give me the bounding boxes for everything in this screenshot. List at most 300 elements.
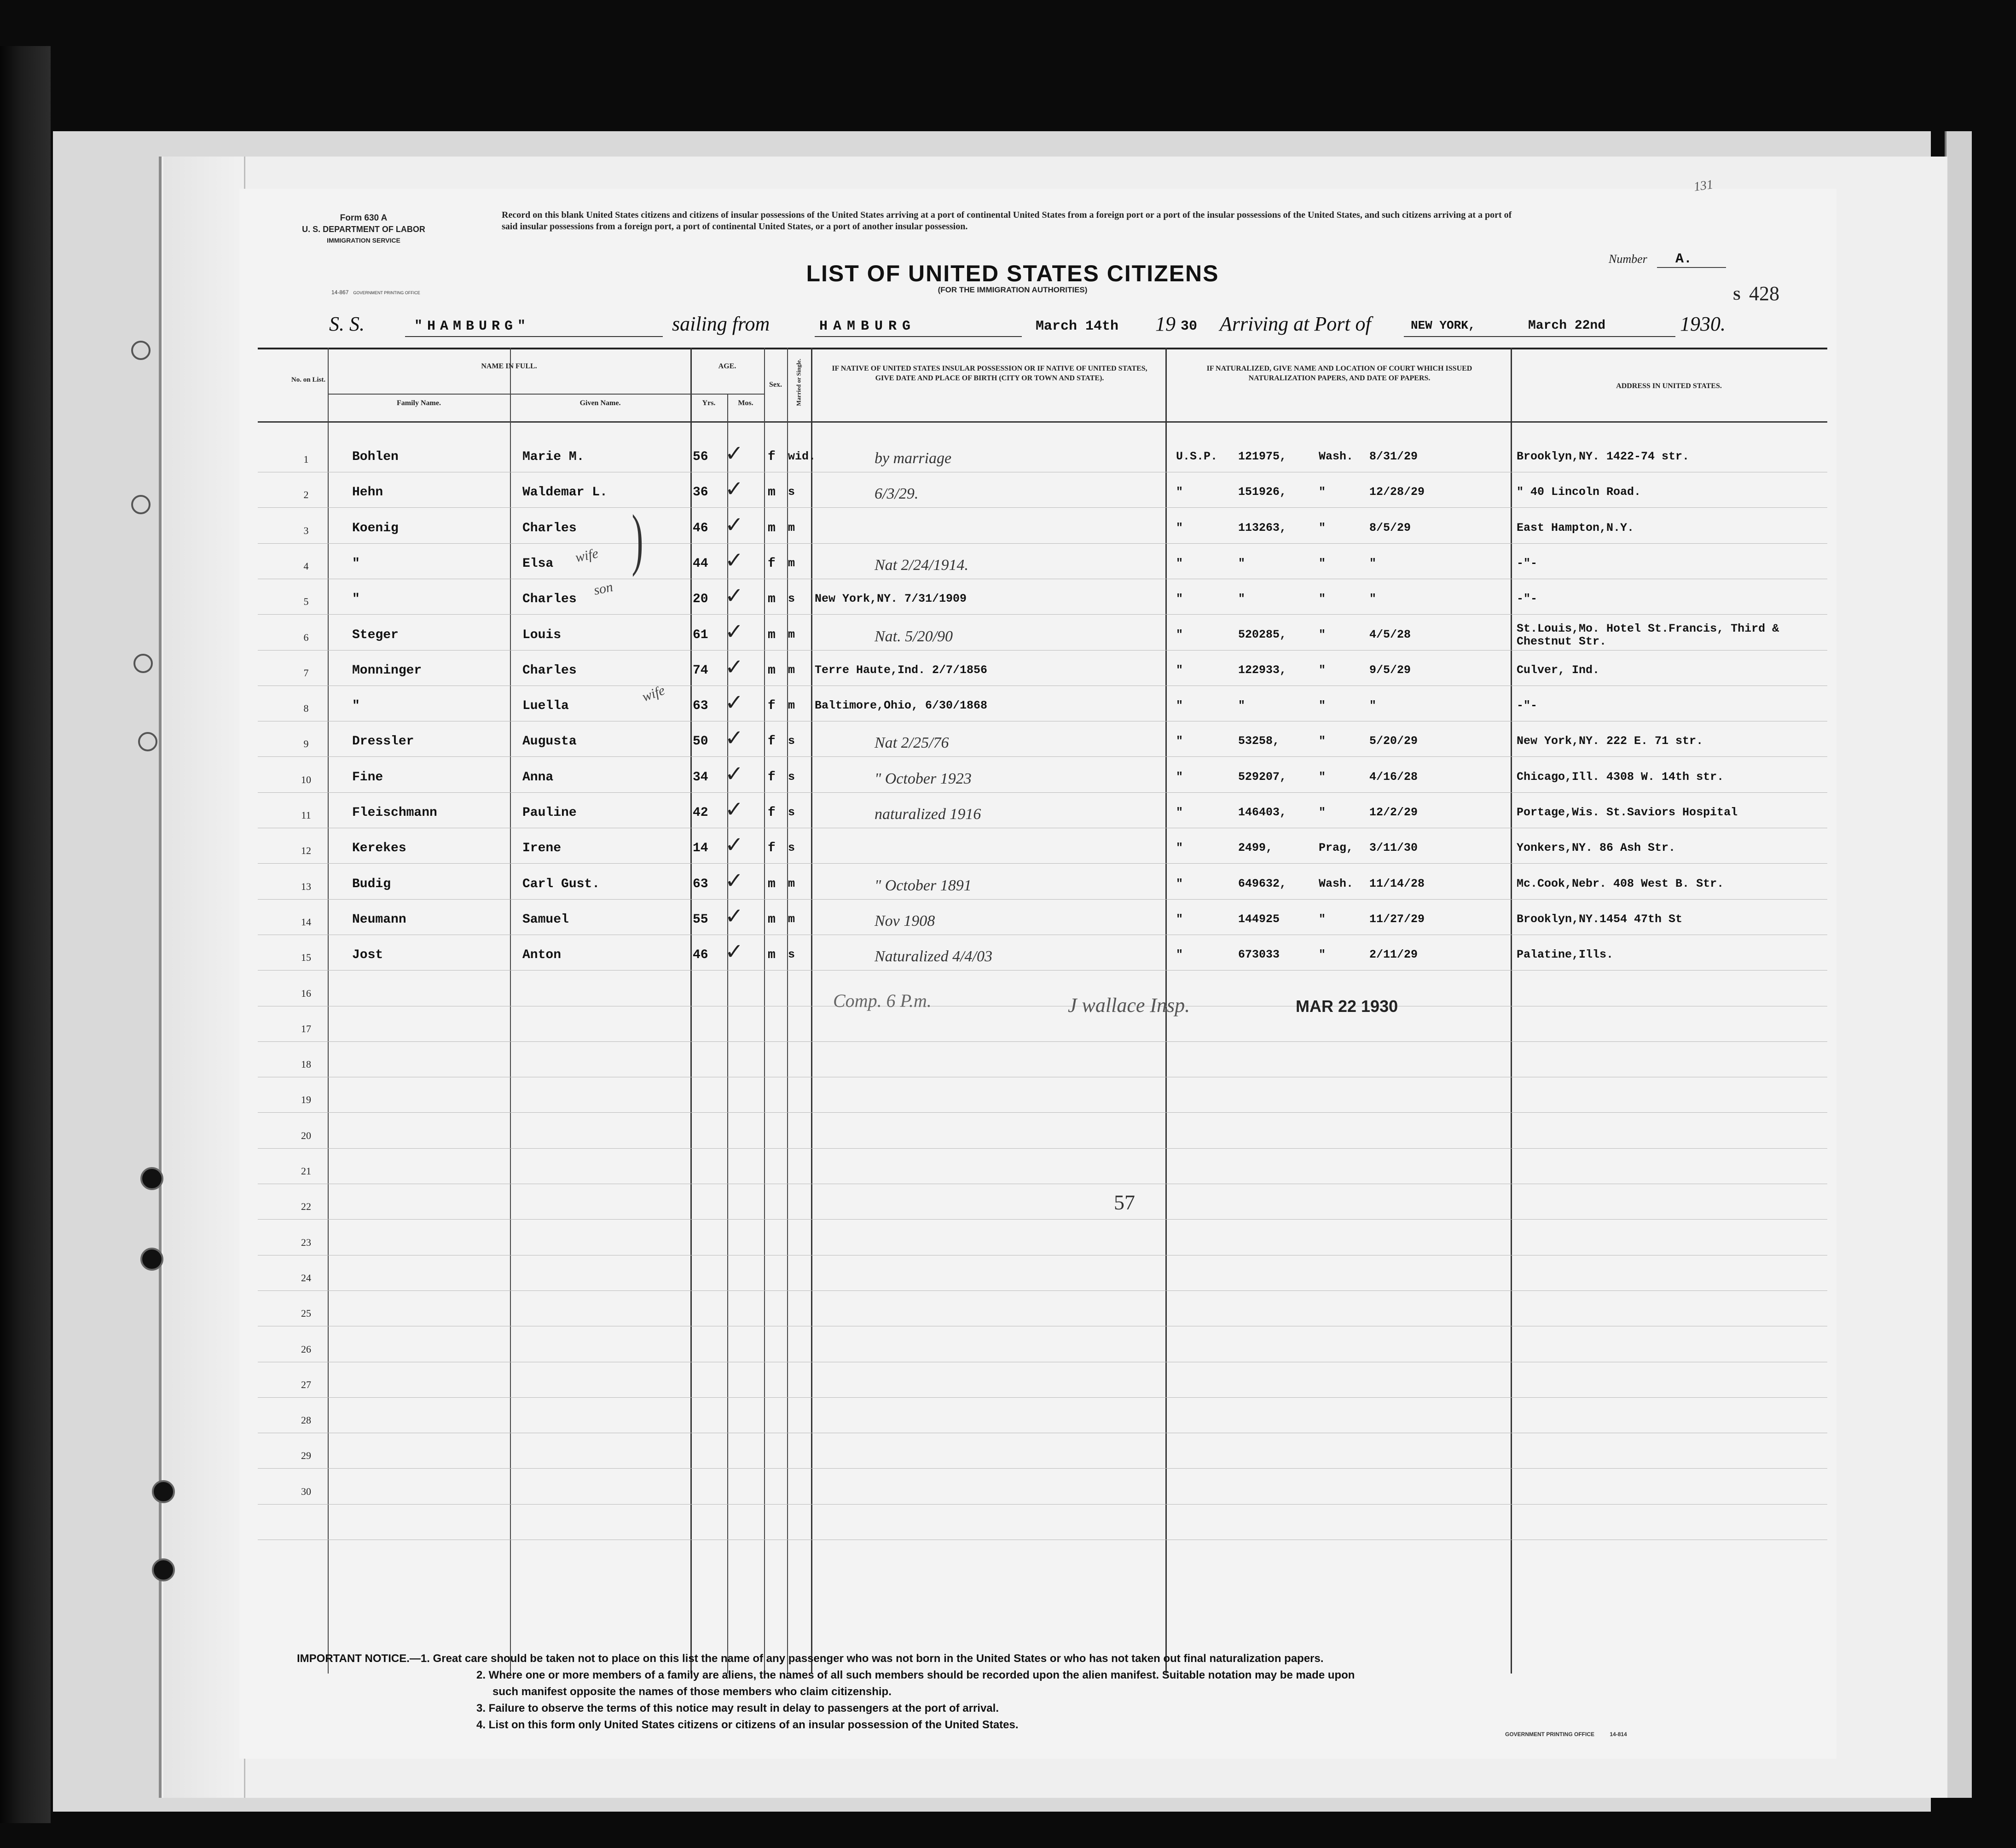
cell-sex: m [768, 628, 776, 642]
cell-birth: Terre Haute,Ind. 2/7/1856 [815, 663, 988, 677]
cell-paper: 122933, [1238, 663, 1287, 677]
family-brace: ) [631, 501, 643, 577]
checkmark-icon: ✓ [725, 583, 744, 609]
notice-item: 3. Failure to observe the terms of this notice may result in delay to passengers at the port of arrival. [476, 1702, 999, 1714]
cell-ms: s [788, 841, 795, 855]
cell-yrs: 14 [693, 841, 708, 856]
form-print-code [331, 289, 420, 296]
cell-yrs: 34 [693, 770, 708, 785]
table-top-rule [258, 348, 1827, 349]
cell-paper: 520285, [1238, 628, 1287, 641]
row-number: 26 [301, 1343, 311, 1355]
sheet-label: S [1733, 288, 1741, 303]
row-number: 12 [301, 845, 311, 857]
cell-family: " [352, 699, 360, 714]
cell-paper: 151926, [1238, 485, 1287, 499]
row-number: 15 [301, 952, 311, 964]
year-prefix: 19 [1155, 313, 1176, 335]
row-number: 3 [303, 524, 309, 536]
row-number: 19 [301, 1094, 311, 1106]
ruled-line [258, 650, 1827, 651]
cell-address: " 40 Lincoln Road. [1517, 485, 1641, 499]
col-divider [764, 348, 765, 1674]
cell-address: New York,NY. 222 E. 71 str. [1517, 734, 1703, 748]
cell-given: Elsa [522, 556, 554, 571]
checkmark-icon: ✓ [725, 832, 744, 858]
checkmark-icon: ✓ [725, 511, 744, 538]
row-number: 24 [301, 1272, 311, 1284]
cell-date: " [1369, 556, 1377, 570]
row-number: 21 [301, 1165, 311, 1177]
cell-address: St.Louis,Mo. Hotel St.Francis, Third & Chestnut Str. [1517, 622, 1779, 648]
cell-place: " [1319, 948, 1326, 962]
inspector-signature: J wallace Insp. [1068, 994, 1190, 1017]
gpo-code: 14-814 [1610, 1731, 1627, 1738]
cell-yrs: 55 [693, 912, 708, 927]
cell-address: -"- [1517, 556, 1538, 570]
form-body [239, 189, 1836, 1759]
cell-place: Wash. [1319, 450, 1354, 463]
notice-item: 2. Where one or more members of a family are aliens, the names of all such members should be recorded upon the alien manifest. Suitable notation may be made upon [476, 1669, 1355, 1681]
cell-address: Culver, Ind. [1517, 663, 1600, 677]
form-number: Form 630 A [340, 213, 388, 223]
arrival-underline [1404, 336, 1675, 337]
cell-paper: 649632, [1238, 877, 1287, 890]
cell-family: Bohlen [352, 450, 399, 464]
name-group-rule [328, 394, 690, 395]
cell-birth: Baltimore,Ohio, 6/30/1868 [815, 699, 988, 713]
gpo-footer [1505, 1731, 1627, 1738]
cell-date: 12/2/29 [1369, 806, 1418, 819]
ruled-line [258, 899, 1827, 900]
cell-ms: m [788, 521, 795, 535]
cell-place: " [1319, 592, 1326, 606]
ship-underline [405, 336, 663, 337]
cell-paper: 2499, [1238, 841, 1273, 855]
page-title: LIST OF UNITED STATES CITIZENS [806, 261, 1219, 286]
cell-birth: Nov 1908 [875, 912, 935, 930]
notice-item: such manifest opposite the names of those members who claim citizenship. [492, 1685, 892, 1698]
checkmark-icon: ✓ [725, 939, 744, 965]
cell-given: Charles [522, 592, 577, 607]
cell-given: Carl Gust. [522, 877, 600, 891]
cell-given: Anna [522, 770, 554, 785]
arrival-stamp-date: MAR 22 1930 [1296, 997, 1398, 1016]
cell-date: 11/14/28 [1369, 877, 1425, 890]
cell-date: 5/20/29 [1369, 734, 1418, 748]
ruled-line [258, 1397, 1827, 1398]
binder-hole [140, 1248, 163, 1271]
ruled-line [258, 614, 1827, 615]
cell-place: Prag, [1319, 841, 1354, 855]
col-header-age: AGE. [718, 362, 736, 370]
cell-ms: s [788, 485, 795, 499]
cell-birth: Nat 2/25/76 [875, 734, 949, 752]
cell-yrs: 50 [693, 734, 708, 749]
cell-family: Hehn [352, 485, 383, 500]
col-header-no: No. on List. [291, 376, 326, 384]
binding-margin [163, 157, 245, 1798]
cell-date: " [1369, 592, 1377, 606]
completion-note: Comp. 6 P.m. [833, 990, 932, 1011]
record-instructions: Record on this blank United States citizens and citizens of insular possessions of the United States arriving at a port of continental United States from a foreign port or a port of the insular possessions of the United States, and such citizens arriving at a port of said insular possessions from a foreign port, a port of continental United States, or a port of another insular possession. [502, 210, 1512, 232]
cell-given: Samuel [522, 912, 569, 927]
cell-court: " [1176, 628, 1183, 641]
arrival-year: 1930. [1680, 313, 1726, 335]
cell-family: Neumann [352, 912, 406, 927]
sailing-label: sailing from [672, 313, 770, 335]
row-number: 11 [301, 809, 311, 821]
cell-place: " [1319, 663, 1326, 677]
cell-address: Mc.Cook,Nebr. 408 West B. Str. [1517, 877, 1724, 890]
cell-sex: f [768, 806, 776, 820]
cell-court: " [1176, 770, 1183, 784]
cell-given: Augusta [522, 734, 577, 749]
col-header-given: Given Name. [579, 399, 621, 407]
cell-family: Kerekes [352, 841, 406, 856]
cell-given: Charles [522, 663, 577, 678]
department-name: U. S. DEPARTMENT OF LABOR [302, 225, 425, 234]
checkmark-icon: ✓ [725, 618, 744, 645]
cell-address: East Hampton,N.Y. [1517, 521, 1634, 535]
col-header-sex: Sex. [769, 381, 782, 389]
row-number: 28 [301, 1414, 311, 1426]
cell-sex: m [768, 948, 776, 963]
arriving-label: Arriving at Port of [1220, 313, 1371, 335]
form-code: 14-867 [331, 289, 349, 296]
row-number: 5 [303, 596, 309, 608]
cell-place: " [1319, 770, 1326, 784]
cell-ms: m [788, 628, 795, 641]
adjacent-page-strip [1945, 131, 1972, 1798]
cell-place: " [1319, 734, 1326, 748]
cell-family: Dressler [352, 734, 414, 749]
cell-address: -"- [1517, 699, 1538, 713]
cell-birth: Naturalized 4/4/03 [875, 948, 992, 965]
binder-hole [133, 654, 153, 673]
col-header-family: Family Name. [397, 399, 441, 407]
cell-yrs: 63 [693, 877, 708, 891]
cell-court: " [1176, 663, 1183, 677]
cell-sex: f [768, 734, 776, 749]
cell-given: Waldemar L. [522, 485, 608, 500]
col-header-yrs: Yrs. [702, 399, 716, 407]
checkmark-icon: ✓ [725, 903, 744, 929]
cell-sex: m [768, 912, 776, 927]
annotation-son: son [592, 579, 614, 598]
cell-date: 11/27/29 [1369, 912, 1425, 926]
cell-court: " [1176, 948, 1183, 962]
annotation-wife: wife [640, 682, 667, 705]
cell-court: " [1176, 877, 1183, 890]
cell-birth: by marriage [875, 450, 952, 467]
cell-place: " [1319, 485, 1326, 499]
ruled-line [258, 1041, 1827, 1042]
ruled-line [258, 1468, 1827, 1469]
corner-page-note: 131 [1692, 177, 1714, 194]
cell-court: " [1176, 592, 1183, 606]
ruled-line [258, 1219, 1827, 1220]
form-gpo: GOVERNMENT PRINTING OFFICE [353, 291, 420, 295]
cell-paper: " [1238, 592, 1246, 606]
scan-edge [0, 46, 51, 1823]
cell-paper: " [1238, 699, 1246, 713]
sheet-number: 428 [1749, 282, 1779, 305]
cell-given: Charles [522, 521, 577, 535]
cell-address: Palatine,Ills. [1517, 948, 1614, 962]
cell-family: Koenig [352, 521, 399, 535]
row-number: 13 [301, 880, 311, 892]
cell-family: Jost [352, 948, 383, 963]
cell-sex: m [768, 521, 776, 535]
cell-paper: 53258, [1238, 734, 1280, 748]
ruled-line [258, 1504, 1827, 1505]
departure-port: HAMBURG [819, 319, 916, 334]
ruled-line [258, 1290, 1827, 1291]
row-number: 25 [301, 1308, 311, 1319]
folio-number: 57 [1114, 1191, 1135, 1214]
cell-court: " [1176, 556, 1183, 570]
col-divider [811, 348, 812, 1674]
cell-sex: f [768, 770, 776, 785]
row-number: 6 [303, 631, 309, 643]
cell-date: 4/16/28 [1369, 770, 1418, 784]
number-underline [1657, 267, 1726, 268]
col-header-birth: IF NATIVE OF UNITED STATES INSULAR POSSESSION OR IF NATIVE OF UNITED STATES, GIVE DATE AND PLACE OF BIRTH (CITY OR TOWN AND STATE). [832, 365, 1147, 382]
col-header-mos: Mos. [738, 399, 753, 407]
cell-date: " [1369, 699, 1377, 713]
ruled-line [258, 507, 1827, 508]
row-number: 27 [301, 1378, 311, 1390]
cell-address: Brooklyn,NY. 1422-74 str. [1517, 450, 1690, 463]
cell-place: " [1319, 521, 1326, 535]
checkmark-icon: ✓ [725, 867, 744, 894]
col-divider [328, 348, 329, 1674]
row-number: 9 [303, 738, 309, 750]
cell-given: Luella [522, 699, 569, 714]
cell-date: 8/5/29 [1369, 521, 1411, 535]
cell-given: Irene [522, 841, 562, 856]
table-header-rule [258, 421, 1827, 423]
cell-ms: s [788, 770, 795, 784]
cell-birth: 6/3/29. [875, 485, 919, 503]
port-underline [815, 336, 1022, 337]
col-header-address: ADDRESS IN UNITED STATES. [1616, 382, 1722, 390]
col-divider [690, 348, 692, 1674]
cell-court: " [1176, 699, 1183, 713]
cell-court: U.S.P. [1176, 450, 1218, 463]
cell-yrs: 46 [693, 948, 708, 963]
cell-sex: f [768, 841, 776, 856]
cell-paper: " [1238, 556, 1246, 570]
cell-yrs: 56 [693, 450, 708, 464]
row-number: 23 [301, 1236, 311, 1248]
ruled-line [258, 792, 1827, 793]
checkmark-icon: ✓ [725, 725, 744, 751]
cell-yrs: 63 [693, 699, 708, 714]
gpo-label: GOVERNMENT PRINTING OFFICE [1505, 1731, 1595, 1738]
cell-family: Fleischmann [352, 806, 437, 820]
col-header-married: Married or Single. [795, 359, 802, 406]
ss-label: S. S. [329, 313, 365, 335]
cell-date: 12/28/29 [1369, 485, 1425, 499]
cell-ms: m [788, 556, 795, 570]
cell-address: Chicago,Ill. 4308 W. 14th str. [1517, 770, 1724, 784]
cell-place: " [1319, 912, 1326, 926]
cell-ms: s [788, 592, 795, 606]
cell-ms: s [788, 948, 795, 962]
cell-paper: 673033 [1238, 948, 1280, 962]
cell-yrs: 20 [693, 592, 708, 607]
binder-hole [152, 1480, 175, 1503]
cell-birth: Nat 2/24/1914. [875, 556, 969, 574]
binder-hole [131, 341, 151, 360]
cell-birth: " October 1891 [875, 877, 972, 894]
cell-court: " [1176, 841, 1183, 855]
cell-court: " [1176, 521, 1183, 535]
cell-place: Wash. [1319, 877, 1354, 890]
notice-label: IMPORTANT NOTICE.— [297, 1652, 421, 1665]
cell-given: Louis [522, 628, 562, 642]
cell-sex: f [768, 556, 776, 571]
ruled-line [258, 863, 1827, 864]
cell-sex: m [768, 592, 776, 607]
row-number: 18 [301, 1058, 311, 1070]
cell-place: " [1319, 556, 1326, 570]
cell-family: Steger [352, 628, 399, 642]
cell-address: Portage,Wis. St.Saviors Hospital [1517, 806, 1738, 819]
cell-sex: m [768, 877, 776, 891]
cell-place: " [1319, 806, 1326, 819]
cell-family: " [352, 592, 360, 607]
cell-court: " [1176, 485, 1183, 499]
cell-yrs: 61 [693, 628, 708, 642]
age-group-rule [690, 394, 764, 395]
cell-ms: m [788, 699, 795, 713]
cell-place: " [1319, 699, 1326, 713]
number-value: A. [1675, 251, 1692, 267]
cell-family: Monninger [352, 663, 422, 678]
row-number: 4 [303, 560, 309, 572]
page-subtitle: (FOR THE IMMIGRATION AUTHORITIES) [938, 285, 1088, 294]
cell-sex: f [768, 699, 776, 714]
cell-given: Pauline [522, 806, 577, 820]
checkmark-icon: ✓ [725, 761, 744, 787]
form-identifier [285, 213, 442, 246]
cell-ms: m [788, 877, 795, 890]
cell-yrs: 42 [693, 806, 708, 820]
cell-date: 2/11/29 [1369, 948, 1418, 962]
cell-address: Brooklyn,NY.1454 47th St [1517, 912, 1683, 926]
cell-paper: 121975, [1238, 450, 1287, 463]
row-number: 30 [301, 1485, 311, 1497]
col-divider [787, 348, 788, 1674]
cell-yrs: 74 [693, 663, 708, 678]
cell-sex: m [768, 663, 776, 678]
col-divider [1511, 348, 1512, 1674]
row-number: 14 [301, 916, 311, 928]
number-label: Number [1609, 252, 1647, 266]
cell-court: " [1176, 806, 1183, 819]
departure-date: March 14th [1036, 319, 1119, 334]
row-number: 29 [301, 1450, 311, 1462]
cell-ms: wid. [788, 450, 816, 463]
ruled-line [258, 1148, 1827, 1149]
cell-address: Yonkers,NY. 86 Ash Str. [1517, 841, 1676, 855]
cell-birth: Nat. 5/20/90 [875, 628, 953, 645]
cell-date: 4/5/28 [1369, 628, 1411, 641]
ruled-line [258, 1112, 1827, 1113]
cell-birth: New York,NY. 7/31/1909 [815, 592, 967, 606]
cell-date: 8/31/29 [1369, 450, 1418, 463]
cell-date: 9/5/29 [1369, 663, 1411, 677]
cell-paper: 529207, [1238, 770, 1287, 784]
cell-ms: s [788, 806, 795, 819]
checkmark-icon: ✓ [725, 476, 744, 502]
departure-year: 30 [1181, 319, 1198, 334]
col-divider [510, 348, 511, 1674]
cell-ms: s [788, 734, 795, 748]
notice-item: 4. List on this form only United States citizens or citizens of an insular possession of the United States. [476, 1719, 1019, 1731]
important-notice [297, 1650, 1816, 1733]
cell-place: " [1319, 628, 1326, 641]
cell-birth: " October 1923 [875, 770, 972, 787]
ship-name: "HAMBURG" [414, 319, 531, 334]
row-number: 1 [303, 453, 309, 465]
ruled-line [258, 756, 1827, 757]
row-number: 10 [301, 773, 311, 785]
row-number: 22 [301, 1201, 311, 1213]
row-number: 16 [301, 987, 311, 999]
checkmark-icon: ✓ [725, 690, 744, 716]
col-header-name-group: NAME IN FULL. [481, 362, 537, 370]
notice-item: 1. Great care should be taken not to place on this list the name of any passenger who was not born in the United States or who has not taken out final naturalization papers. [420, 1652, 1324, 1665]
cell-family: Budig [352, 877, 391, 891]
cell-paper: 146403, [1238, 806, 1287, 819]
cell-sex: f [768, 450, 776, 464]
binder-hole [138, 732, 157, 751]
checkmark-icon: ✓ [725, 441, 744, 466]
cell-court: " [1176, 912, 1183, 926]
ruled-line [258, 543, 1827, 544]
cell-sex: m [768, 485, 776, 500]
col-header-naturalized: IF NATURALIZED, GIVE NAME AND LOCATION OF COURT WHICH ISSUED NATURALIZATION PAPERS, AND DATE OF PAPERS. [1206, 365, 1472, 382]
binder-hole [131, 495, 151, 514]
checkmark-icon: ✓ [725, 796, 744, 822]
arrival-date: March 22nd [1528, 319, 1606, 333]
row-number: 17 [301, 1023, 311, 1034]
cell-family: Fine [352, 770, 383, 785]
cell-address: -"- [1517, 592, 1538, 606]
cell-yrs: 44 [693, 556, 708, 571]
checkmark-icon: ✓ [725, 547, 744, 573]
cell-given: Anton [522, 948, 562, 963]
arrival-port: NEW YORK, [1411, 319, 1476, 332]
cell-court: " [1176, 734, 1183, 748]
cell-family: " [352, 556, 360, 571]
cell-date: 3/11/30 [1369, 841, 1418, 855]
row-number: 2 [303, 489, 309, 501]
cell-ms: m [788, 663, 795, 677]
cell-yrs: 36 [693, 485, 708, 500]
binder-hole [152, 1558, 175, 1581]
row-number: 8 [303, 703, 309, 715]
cell-paper: 113263, [1238, 521, 1287, 535]
cell-ms: m [788, 912, 795, 926]
cell-birth: naturalized 1916 [875, 806, 981, 823]
service-name: IMMIGRATION SERVICE [327, 237, 400, 244]
row-number: 20 [301, 1129, 311, 1141]
